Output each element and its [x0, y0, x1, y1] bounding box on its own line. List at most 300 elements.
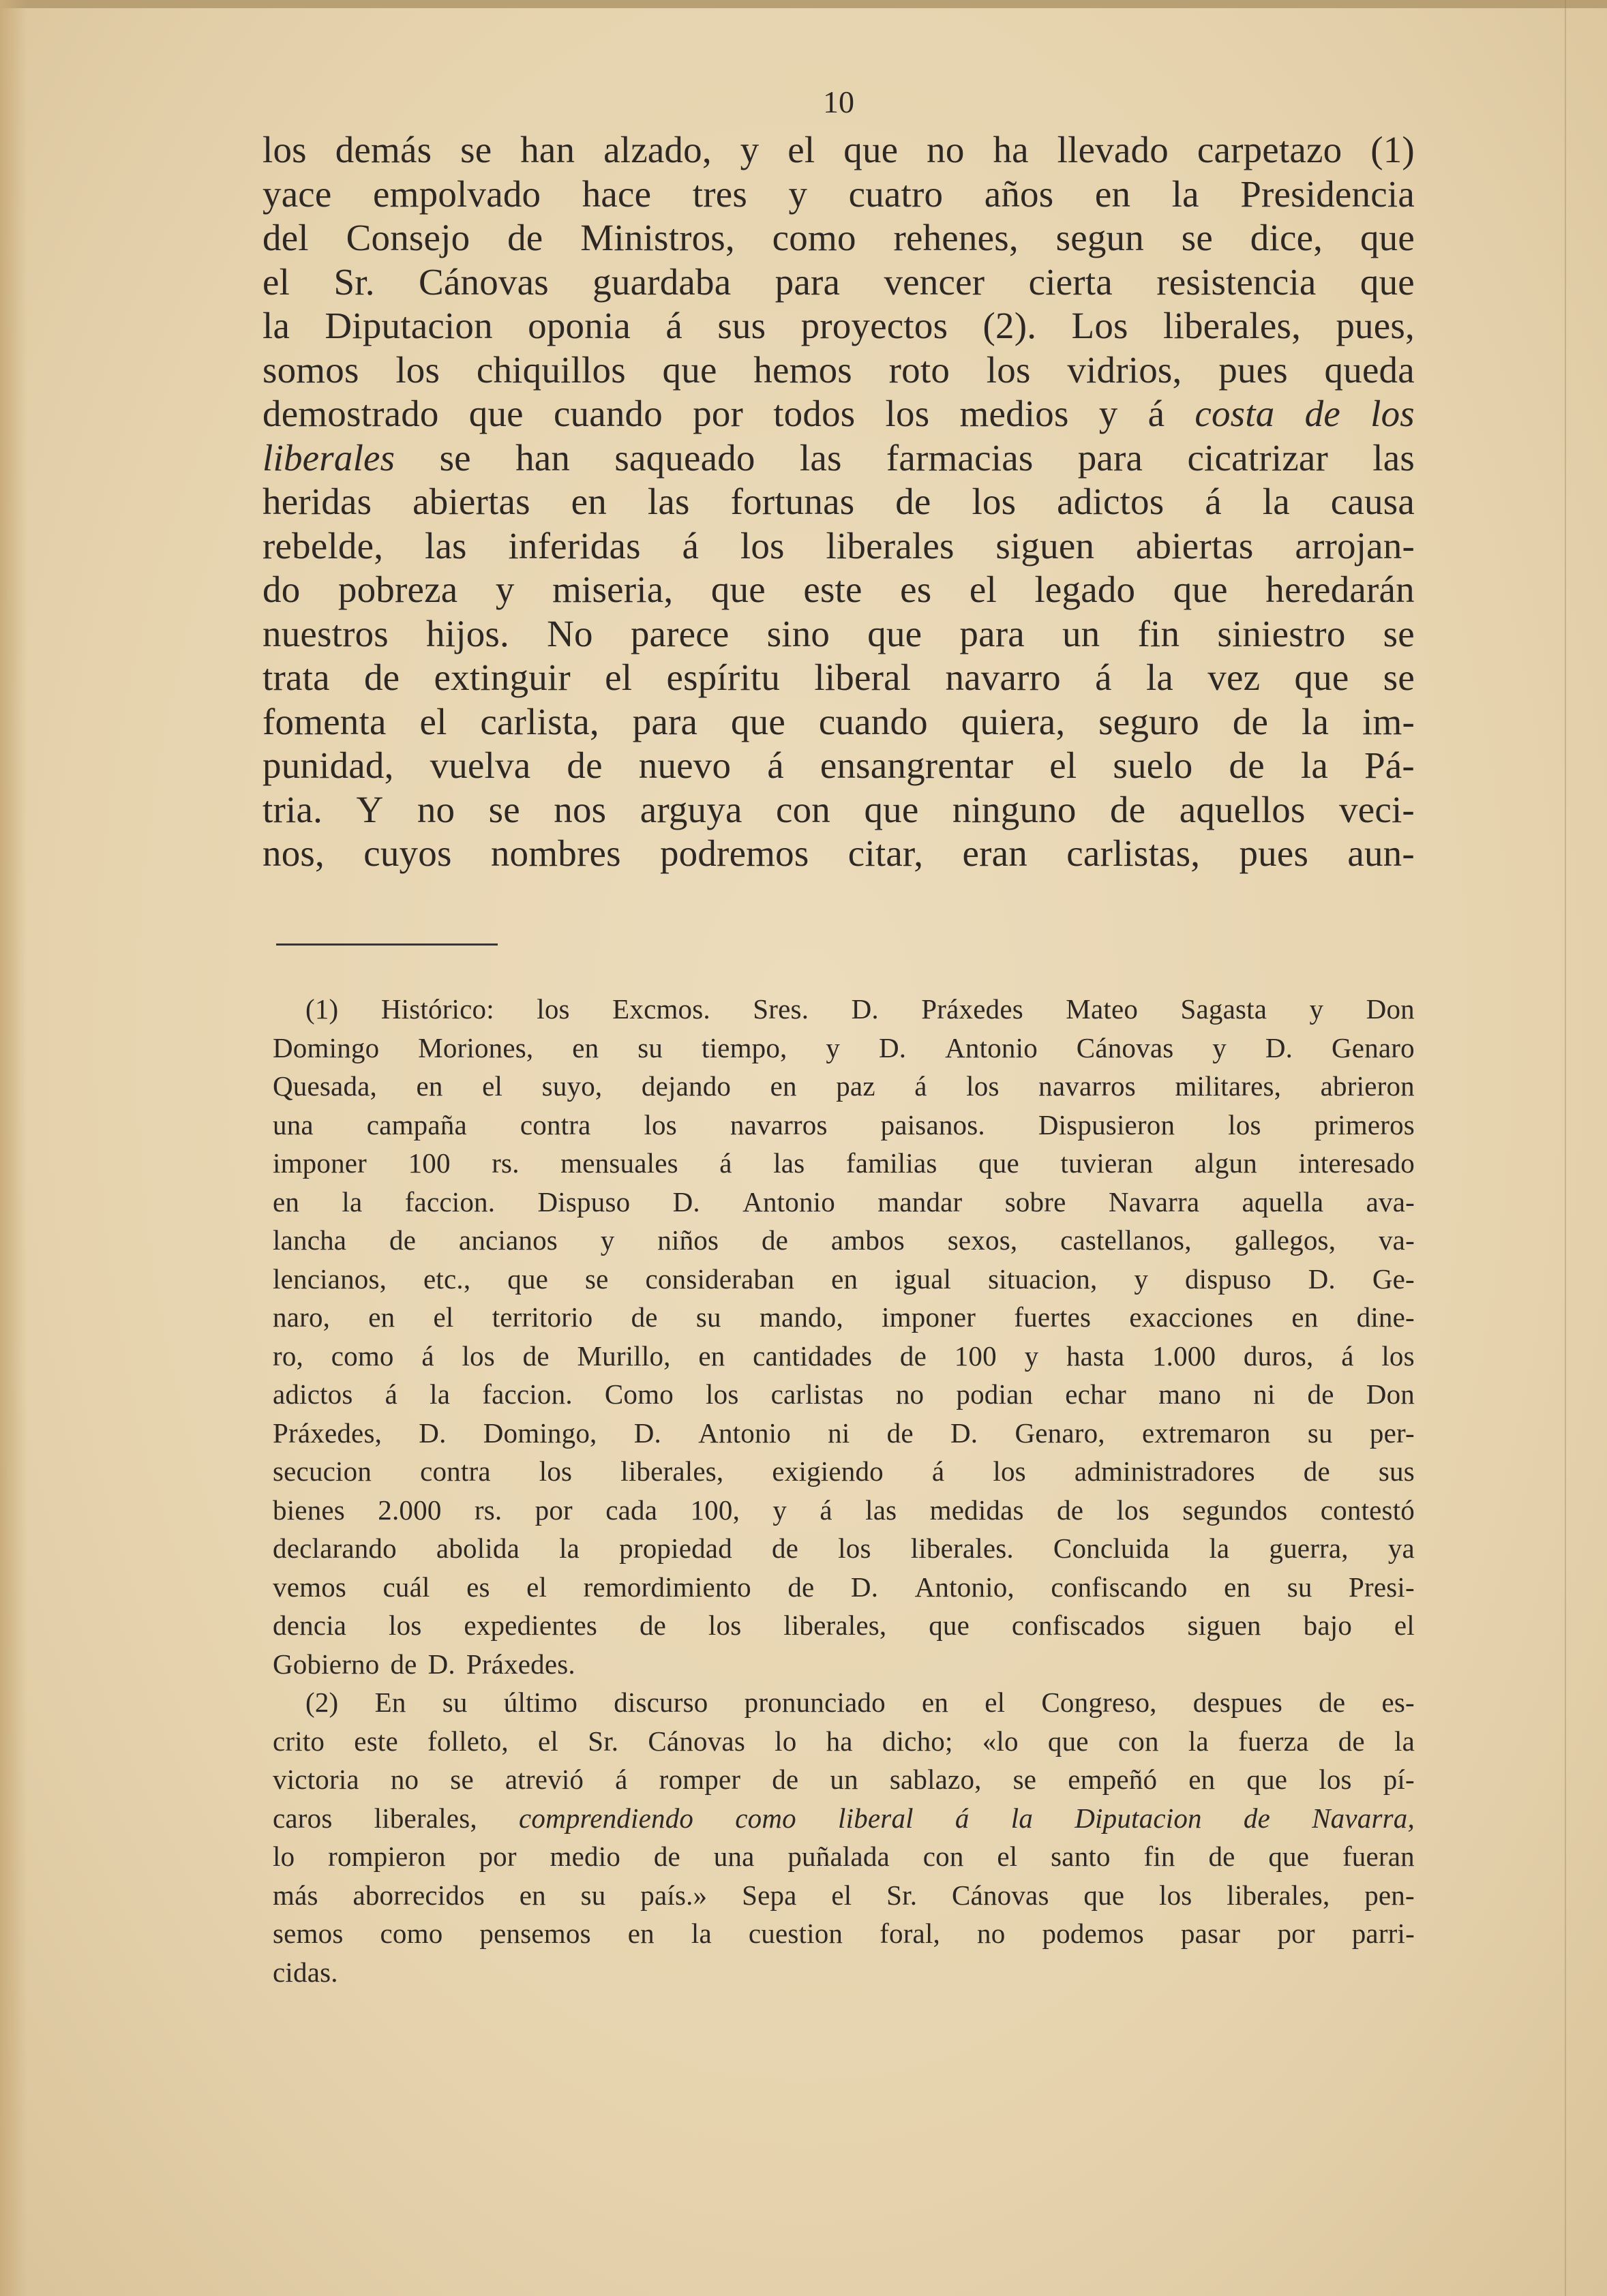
- word: en: [1188, 1764, 1216, 1795]
- word: la: [691, 1918, 712, 1949]
- word: queda: [1324, 348, 1415, 391]
- word: el: [997, 1841, 1018, 1872]
- word: folleto,: [427, 1725, 509, 1757]
- word: en: [519, 1879, 546, 1911]
- word: los: [972, 481, 1017, 522]
- word: segun: [1055, 217, 1144, 258]
- word: exacciones: [1129, 1301, 1254, 1333]
- word: confiscados: [1011, 1610, 1145, 1641]
- word: y: [1309, 993, 1324, 1025]
- word: pues: [1218, 348, 1288, 391]
- word: de: [899, 1340, 927, 1372]
- word: pí-: [1383, 1764, 1415, 1795]
- word: citar,: [847, 832, 924, 874]
- word: Quesada,: [273, 1070, 378, 1102]
- word: en: [698, 1340, 725, 1372]
- word: por: [693, 393, 744, 434]
- word: Diputacion: [325, 305, 493, 346]
- word: quiera,: [961, 700, 1066, 742]
- body-line: [262, 744, 1415, 788]
- word: «lo: [982, 1725, 1019, 1757]
- word: es-: [1381, 1687, 1415, 1718]
- word: caros: [273, 1802, 333, 1834]
- word: la: [1209, 1532, 1230, 1564]
- word: guerra,: [1269, 1532, 1349, 1564]
- word: á: [931, 1455, 945, 1487]
- word: más: [273, 1879, 318, 1911]
- word: se: [439, 436, 471, 479]
- word: á: [615, 1764, 628, 1795]
- footnote-line: [273, 1491, 1415, 1530]
- word: propiedad: [619, 1532, 732, 1564]
- word: de: [1243, 1802, 1270, 1834]
- footnote-line: [273, 1760, 1415, 1799]
- word: vuelva: [430, 744, 531, 786]
- word: extremaron: [1141, 1417, 1271, 1449]
- word: D.: [633, 1417, 661, 1449]
- word: carlista,: [480, 700, 599, 742]
- word: remordimiento: [583, 1571, 751, 1603]
- footnote-line: [273, 990, 1415, 1029]
- word: cuyos: [363, 832, 452, 874]
- word: medios: [959, 393, 1069, 434]
- word: la: [1145, 656, 1174, 698]
- word: sablazo,: [889, 1764, 982, 1795]
- word: dencia: [273, 1610, 347, 1641]
- word: y: [1212, 1031, 1227, 1063]
- footnote-line: [273, 1683, 1415, 1722]
- word: En: [374, 1687, 406, 1718]
- word: han: [520, 129, 575, 170]
- word: los: [966, 1070, 1000, 1102]
- word: trata: [262, 656, 330, 698]
- word: arguya: [640, 788, 742, 830]
- word: su: [695, 1301, 721, 1333]
- word: dice,: [1250, 217, 1323, 258]
- word: nos,: [262, 832, 325, 874]
- footnote-line: [273, 1144, 1415, 1183]
- word: el: [526, 1571, 547, 1603]
- word: secucion: [273, 1455, 372, 1487]
- word: Genaro: [1331, 1031, 1415, 1063]
- word: de: [895, 481, 931, 522]
- word: no: [417, 788, 455, 830]
- word: su: [637, 1031, 663, 1063]
- word: Presi-: [1349, 1571, 1415, 1603]
- word: por: [479, 1841, 517, 1872]
- word: D.: [419, 1417, 447, 1449]
- word: es: [466, 1571, 490, 1603]
- word: Diputacion: [1075, 1802, 1202, 1834]
- word: causa: [1330, 481, 1415, 522]
- word: Ge-: [1372, 1263, 1415, 1295]
- word: á: [767, 744, 784, 786]
- word: la: [1262, 481, 1290, 522]
- word: contestó: [1320, 1494, 1415, 1526]
- footnote-line: [273, 1414, 1415, 1453]
- word: oponia: [528, 305, 631, 346]
- word: romper: [659, 1764, 741, 1795]
- word: un: [1062, 612, 1100, 654]
- word: es: [900, 569, 932, 610]
- word: los: [539, 1455, 573, 1487]
- page-number: 10: [823, 85, 854, 119]
- word: su: [442, 1687, 468, 1718]
- word: se: [1383, 656, 1415, 698]
- word: pensemos: [479, 1918, 591, 1949]
- word: sobre: [1004, 1185, 1066, 1218]
- body-line: [262, 832, 1415, 876]
- word: D.: [850, 1571, 879, 1603]
- word: los: [1159, 1879, 1192, 1911]
- word: segundos: [1182, 1494, 1288, 1526]
- word: campaña: [366, 1108, 467, 1141]
- word: heridas: [262, 481, 372, 522]
- footnote-line: [273, 1067, 1415, 1106]
- word: Antonio: [698, 1417, 791, 1449]
- word: la: [1302, 700, 1330, 742]
- footnote-line: [273, 1029, 1415, 1068]
- word: confiscando: [1051, 1571, 1188, 1603]
- body-line: [262, 436, 1415, 481]
- body-line: [262, 568, 1415, 612]
- body-line: [262, 612, 1415, 656]
- word: á: [682, 524, 700, 567]
- word: que: [864, 788, 919, 830]
- word: arrojan-: [1295, 524, 1415, 567]
- word: Dispusieron: [1038, 1108, 1175, 1141]
- word: ancianos: [458, 1224, 558, 1256]
- word: D.: [427, 1648, 455, 1680]
- word: bajo: [1303, 1610, 1353, 1641]
- word: (2): [305, 1687, 339, 1718]
- word: cuando: [818, 700, 928, 742]
- word: hasta: [1066, 1340, 1125, 1372]
- word: y: [826, 1031, 841, 1063]
- footnote-line: [273, 1914, 1415, 1953]
- word: para: [775, 260, 841, 303]
- word: Pá-: [1364, 744, 1415, 786]
- word: 1.000: [1152, 1340, 1216, 1372]
- word: de: [1208, 1841, 1235, 1872]
- footnote-line: [273, 1645, 1415, 1684]
- word: Cánovas: [648, 1725, 745, 1757]
- word: pen-: [1364, 1879, 1415, 1911]
- word: D.: [672, 1185, 700, 1218]
- word: las: [424, 524, 467, 567]
- word: Genaro,: [1015, 1417, 1105, 1449]
- word: cuál: [382, 1571, 430, 1603]
- word: lencianos,: [273, 1263, 387, 1295]
- word: pasar: [1180, 1918, 1241, 1949]
- word: empeñó: [1068, 1764, 1158, 1795]
- word: que: [730, 700, 785, 742]
- word: no: [977, 1918, 1006, 1949]
- word: el: [419, 700, 447, 742]
- word: tria.: [262, 788, 323, 830]
- word: do: [262, 569, 301, 610]
- word: el: [262, 260, 290, 303]
- word: imponer: [273, 1147, 367, 1179]
- word: de: [653, 1841, 680, 1872]
- word: los: [462, 1340, 495, 1372]
- word: lo: [273, 1841, 295, 1872]
- word: tres: [692, 172, 747, 215]
- word: podemos: [1042, 1918, 1144, 1949]
- word: y: [495, 569, 515, 610]
- word: Domingo: [273, 1031, 380, 1063]
- word: las: [799, 436, 842, 479]
- word: territorio: [492, 1301, 593, 1333]
- word: Mateo: [1066, 993, 1139, 1025]
- word: este: [803, 569, 862, 610]
- word: vemos: [273, 1571, 347, 1603]
- word: inferidas: [508, 524, 641, 567]
- word: liberales,: [1227, 1879, 1330, 1911]
- word: fin: [1143, 1841, 1175, 1872]
- word: duros,: [1243, 1340, 1314, 1372]
- word: administradores: [1074, 1455, 1255, 1487]
- word: Sepa: [742, 1879, 797, 1911]
- word: á: [820, 1494, 832, 1526]
- word: sus: [717, 305, 766, 346]
- word: á: [665, 305, 682, 346]
- word: liberal: [838, 1802, 914, 1834]
- word: Cánovas: [952, 1879, 1049, 1911]
- word: siniestro: [1217, 612, 1346, 654]
- word: de: [1229, 744, 1265, 786]
- word: discurso: [614, 1687, 708, 1718]
- word: el: [605, 656, 633, 698]
- word: ambos: [830, 1224, 905, 1256]
- word: castellanos,: [1060, 1224, 1192, 1256]
- word: adictos: [273, 1378, 353, 1410]
- word: costa: [1195, 393, 1275, 434]
- word: vencer: [884, 260, 985, 303]
- word: que: [1360, 217, 1415, 258]
- word: de: [390, 1648, 417, 1680]
- word: carlistas,: [1066, 832, 1201, 874]
- word: el: [1049, 744, 1077, 786]
- word: D.: [878, 1031, 907, 1063]
- word: per-: [1369, 1417, 1415, 1449]
- word: nuevo: [638, 744, 732, 786]
- word: de: [567, 744, 603, 786]
- word: los: [389, 1610, 422, 1641]
- word: puñalada: [787, 1841, 890, 1872]
- word: etc.,: [423, 1263, 471, 1295]
- word: el: [1394, 1610, 1415, 1641]
- word: en: [1224, 1571, 1251, 1603]
- word: paz: [836, 1070, 875, 1102]
- word: y: [1098, 393, 1118, 434]
- word: fuertes: [1014, 1301, 1092, 1333]
- word: 2.000: [378, 1494, 442, 1526]
- word: Don: [1366, 993, 1415, 1025]
- word: de: [631, 1301, 658, 1333]
- word: mando,: [759, 1301, 843, 1333]
- word: en: [273, 1185, 300, 1218]
- word: Práxedes,: [273, 1417, 382, 1449]
- word: de: [1338, 1725, 1365, 1757]
- word: algun: [1194, 1147, 1257, 1179]
- word: de: [1303, 1455, 1330, 1487]
- word: de: [389, 1224, 417, 1256]
- word: las: [865, 1494, 897, 1526]
- word: Antonio: [742, 1185, 835, 1218]
- word: militares,: [1175, 1070, 1282, 1102]
- word: chiquillos: [476, 348, 626, 391]
- word: una: [273, 1108, 314, 1141]
- word: á: [385, 1378, 398, 1410]
- word: lo: [775, 1725, 797, 1757]
- footnote-line: [273, 1260, 1415, 1299]
- footnote-line: [273, 1375, 1415, 1414]
- word: hemos: [753, 348, 852, 391]
- word: (1): [1370, 129, 1415, 170]
- word: Práxedes: [921, 993, 1023, 1025]
- footnote-line: [273, 1953, 1415, 1992]
- word: pronunciado: [744, 1687, 886, 1718]
- word: Navarra: [1108, 1185, 1200, 1218]
- word: cidas.: [273, 1956, 338, 1988]
- word: último: [503, 1687, 578, 1718]
- word: ha: [826, 1725, 853, 1757]
- word: No: [547, 612, 593, 654]
- word: no: [895, 1378, 925, 1410]
- body-line: [262, 304, 1415, 348]
- body-line: [262, 216, 1415, 260]
- word: Sres.: [753, 993, 809, 1025]
- word: Gobierno: [273, 1648, 380, 1680]
- word: Histórico:: [380, 993, 494, 1025]
- word: una: [713, 1841, 755, 1872]
- word: vidrios,: [1067, 348, 1182, 391]
- footnote-line: [273, 1529, 1415, 1568]
- word: con: [1117, 1725, 1159, 1757]
- word: que: [1360, 260, 1415, 303]
- word: Congreso,: [1041, 1687, 1157, 1718]
- word: aun-: [1347, 832, 1415, 874]
- word: y: [1134, 1263, 1149, 1295]
- word: carpetazo: [1197, 129, 1342, 170]
- word: bienes: [273, 1494, 345, 1526]
- word: 100: [954, 1340, 997, 1372]
- word: á: [955, 1802, 970, 1834]
- word: pues: [1239, 832, 1309, 874]
- word: se: [1181, 217, 1213, 258]
- word: fuerza: [1237, 1725, 1309, 1757]
- word: Sr.: [588, 1725, 619, 1757]
- word: ya: [1387, 1532, 1415, 1564]
- word: se: [1012, 1764, 1037, 1795]
- word: ninguno: [952, 788, 1077, 830]
- word: como: [331, 1340, 394, 1372]
- word: demás: [335, 129, 432, 170]
- body-line: [262, 392, 1415, 436]
- body-line: [262, 700, 1415, 744]
- word: podian: [956, 1378, 1034, 1410]
- footnote-line: [273, 1337, 1415, 1376]
- word: consideraban: [645, 1263, 795, 1295]
- footnote-line: [273, 1837, 1415, 1876]
- word: la: [430, 1378, 451, 1410]
- word: fin: [1137, 612, 1180, 654]
- word: Como: [604, 1378, 674, 1410]
- word: ava-: [1366, 1185, 1415, 1218]
- word: Murillo,: [577, 1340, 671, 1372]
- word: Domingo,: [483, 1417, 597, 1449]
- word: Consejo: [346, 217, 470, 258]
- word: cantidades: [753, 1340, 873, 1372]
- word: eran: [962, 832, 1027, 874]
- word: dispuso: [1184, 1263, 1272, 1295]
- word: de: [771, 1532, 799, 1564]
- word: se: [460, 129, 492, 170]
- word: los: [1319, 1764, 1352, 1795]
- word: liberales,: [783, 1610, 887, 1641]
- word: abiertas: [412, 481, 530, 522]
- word: D.: [950, 1417, 978, 1449]
- word: á: [719, 1147, 732, 1179]
- word: en: [416, 1070, 443, 1102]
- word: país.»: [640, 1879, 708, 1911]
- word: faccion.: [482, 1378, 573, 1410]
- word: en: [831, 1263, 858, 1295]
- page-left-edge: [0, 0, 27, 2296]
- word: alzado,: [603, 129, 712, 170]
- word: rs.: [474, 1494, 502, 1526]
- word: para: [959, 612, 1025, 654]
- word: la: [1171, 172, 1199, 215]
- word: que: [1173, 569, 1228, 610]
- word: la: [1300, 744, 1328, 786]
- word: pues,: [1336, 305, 1415, 346]
- word: ni: [828, 1417, 850, 1449]
- word: (2).: [982, 305, 1037, 346]
- word: de: [772, 1764, 799, 1795]
- word: aquellos: [1179, 788, 1306, 830]
- word: miseria,: [552, 569, 674, 610]
- word: que: [710, 569, 766, 610]
- word: como: [380, 1918, 443, 1949]
- word: Antonio,: [914, 1571, 1015, 1603]
- footnote-line: [273, 1221, 1415, 1260]
- word: Dispuso: [537, 1185, 631, 1218]
- word: el: [985, 1687, 1006, 1718]
- word: en: [770, 1070, 797, 1102]
- word: no: [927, 129, 965, 170]
- word: D.: [1308, 1263, 1336, 1295]
- word: en: [1291, 1301, 1319, 1333]
- word: los: [537, 993, 570, 1025]
- word: un: [830, 1764, 858, 1795]
- word: heredarán: [1265, 569, 1415, 610]
- word: hijos.: [426, 612, 509, 654]
- word: por: [1277, 1918, 1315, 1949]
- word: primeros: [1314, 1108, 1415, 1141]
- word: los: [1228, 1108, 1261, 1141]
- word: suyo,: [541, 1070, 603, 1102]
- word: los: [708, 1610, 742, 1641]
- word: ro,: [273, 1340, 304, 1372]
- word: de: [1307, 1378, 1334, 1410]
- body-line: [262, 348, 1415, 393]
- word: de: [522, 1340, 550, 1372]
- word: siguen: [995, 524, 1095, 567]
- word: (1): [305, 993, 339, 1025]
- word: que: [507, 1263, 549, 1295]
